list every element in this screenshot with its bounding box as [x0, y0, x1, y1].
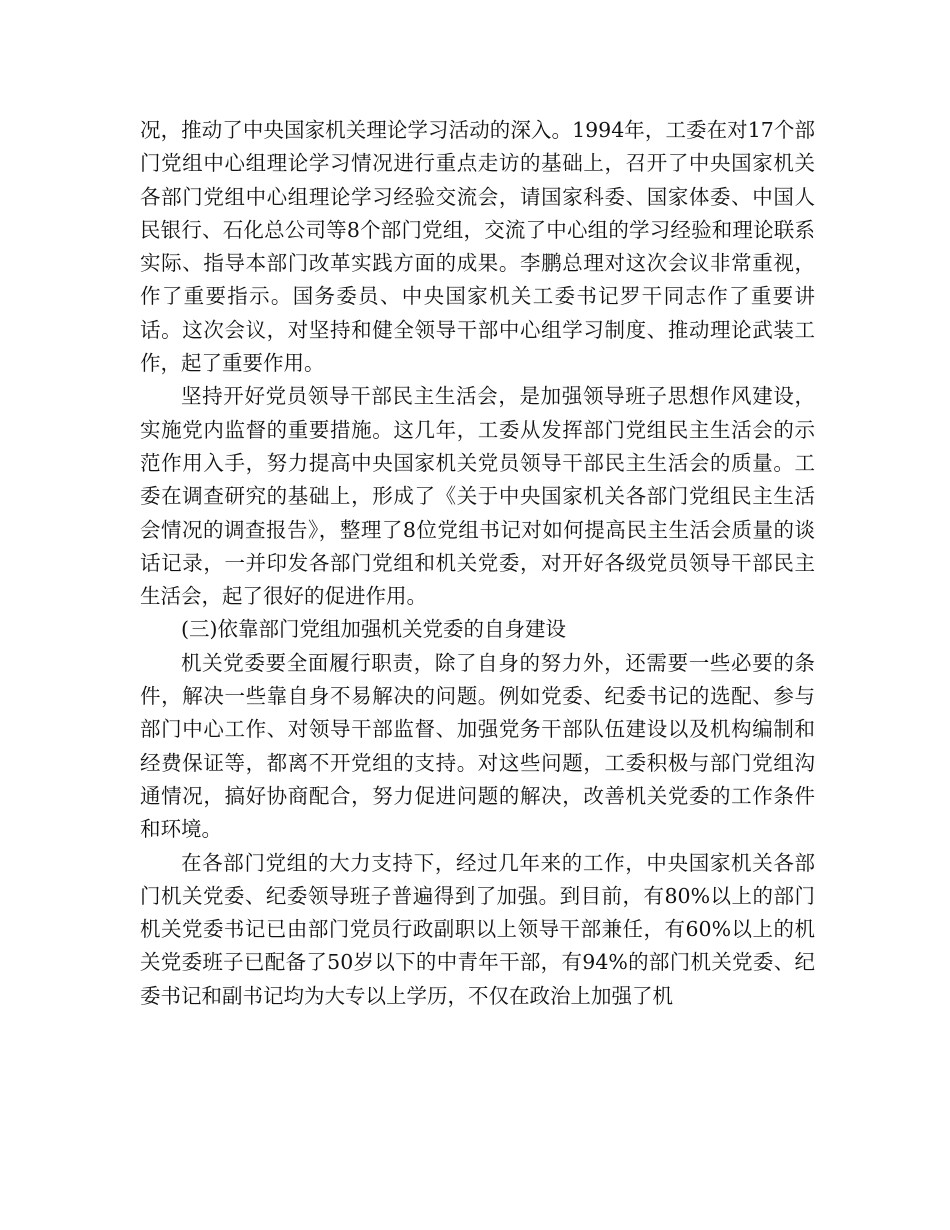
- paragraph-2: 坚持开好党员领导干部民主生活会，是加强领导班子思想作风建设，实施党内监督的重要措施。这几年，工委从发挥部门党组民主生活会的示范作用入手，努力提高中央国家机关党员领导干部民主生活会的质量。工委在调查研究的基础上，形成了《关于中央国家机关各部门党组民主生活会情况的调查报告》，整理了8位党组书记对如何提高民主生活会质量的谈话记录，一并印发各部门党组和机关党委，对开好各级党员领导干部民主生活会，起了很好的促进作用。: [140, 384, 815, 609]
- paragraph-1: 况，推动了中央国家机关理论学习活动的深入。1994年，工委在对17个部门党组中心组理论学习情况进行重点走访的基础上，召开了中央国家机关各部门党组中心组理论学习经验交流会，请国家科委、国家体委、中国人民银行、石化总公司等8个部门党组，交流了中心组的学习经验和理论联系实际、指导本部门改革实践方面的成果。李鹏总理对这次会议非常重视，作了重要指示。国务委员、中央国家机关工委书记罗干同志作了重要讲话。这次会议，对坚持和健全领导干部中心组学习制度、推动理论武装工作，起了重要作用。: [140, 118, 815, 376]
- paragraph-4: 在各部门党组的大力支持下，经过几年来的工作，中央国家机关各部门机关党委、纪委领导班子普遍得到了加强。到目前，有80%以上的部门机关党委书记已由部门党员行政副职以上领导干部兼任，有60%以上的机关党委班子已配备了50岁以下的中青年干部，有94%的部门机关党委、纪委书记和副书记均为大专以上学历，不仅在政治上加强了机: [140, 850, 815, 1008]
- document-body: [140, 114, 815, 1013]
- section-heading: (三)依靠部门党组加强机关党委的自身建设: [181, 617, 566, 642]
- paragraph-3: 机关党委要全面履行职责，除了自身的努力外，还需要一些必要的条件，解决一些靠自身不易解决的问题。例如党委、纪委书记的选配、参与部门中心工作、对领导干部监督、加强党务干部队伍建设以及机构编制和经费保证等，都离不开党组的支持。对这些问题，工委积极与部门党组沟通情况，搞好协商配合，努力促进问题的解决，改善机关党委的工作条件和环境。: [140, 650, 815, 842]
